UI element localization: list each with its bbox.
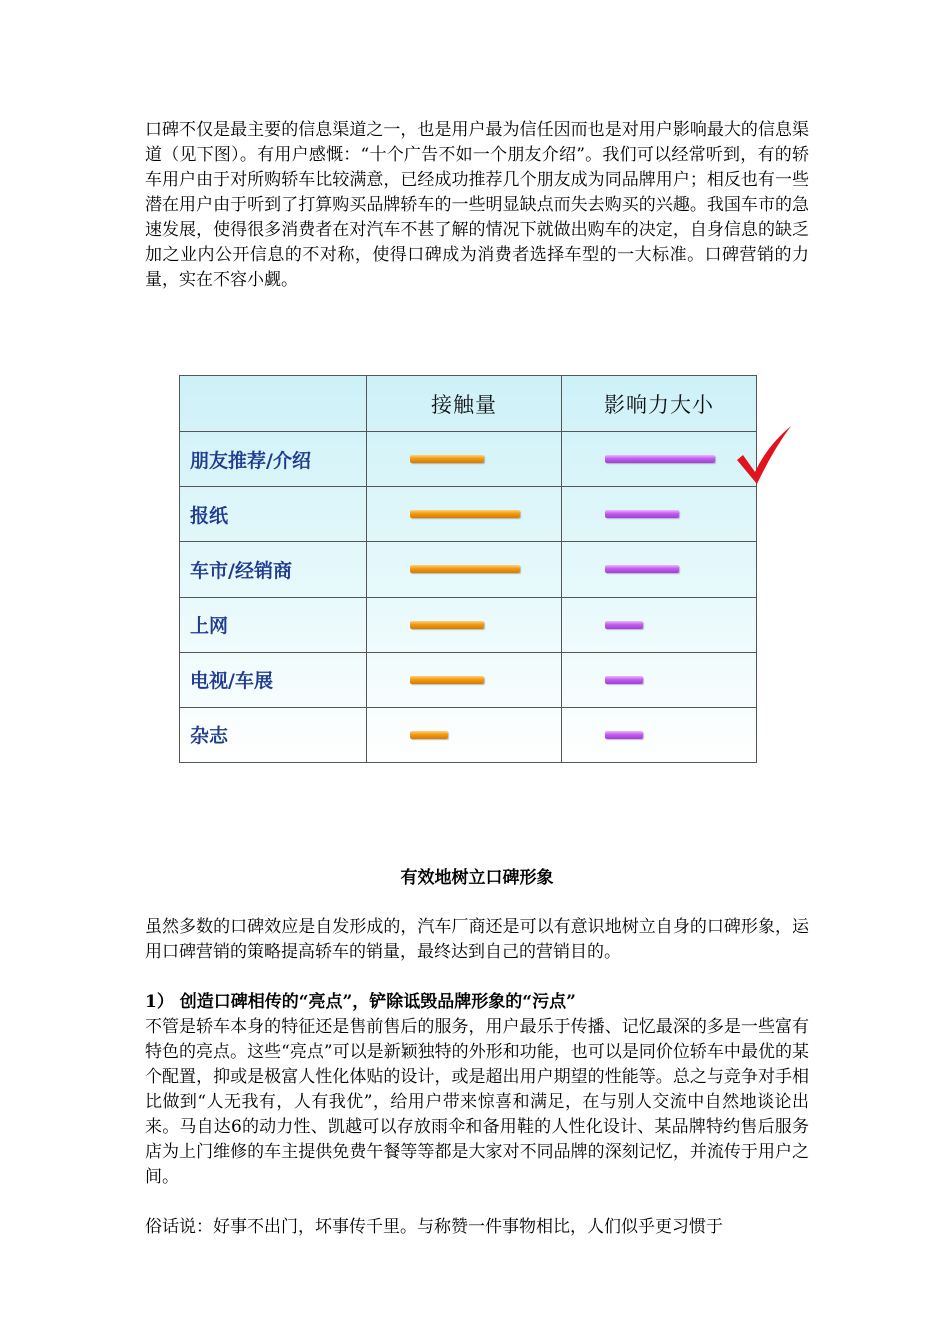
exposure-bar	[410, 621, 484, 629]
exposure-cell	[367, 652, 562, 707]
exposure-bar	[410, 510, 520, 518]
table-row	[180, 487, 757, 542]
check-mark-icon	[733, 424, 795, 488]
table-row	[180, 432, 757, 487]
header-exposure: 接触量	[367, 376, 562, 432]
exposure-bar	[410, 731, 448, 739]
influence-cell	[562, 542, 757, 597]
influence-bar	[605, 621, 643, 629]
exposure-bar	[410, 455, 484, 463]
influence-bar	[605, 731, 643, 739]
exposure-cell	[367, 707, 562, 762]
exposure-cell	[367, 432, 562, 487]
row-label: 朋友推荐/介绍	[180, 432, 367, 487]
point1-heading: 1） 创造口碑相传的“亮点”，铲除诋毁品牌形象的“污点”	[145, 992, 576, 1012]
influence-cell	[562, 707, 757, 762]
table-row	[180, 542, 757, 597]
influence-bar	[605, 510, 679, 518]
exposure-cell	[367, 542, 562, 597]
exposure-bar	[410, 676, 484, 684]
table-row	[180, 652, 757, 707]
media-table	[179, 375, 757, 763]
influence-cell	[562, 487, 757, 542]
exposure-bar	[410, 565, 520, 573]
row-label: 杂志	[180, 707, 367, 762]
influence-cell	[562, 432, 757, 487]
influence-cell	[562, 652, 757, 707]
point1-body: 不管是轿车本身的特征还是售前售后的服务，用户最乐于传播、记忆最深的多是一些富有特色的亮点。这些“亮点”可以是新颖独特的外形和功能，也可以是同价位轿车中最优的某个配置，抑或是极富人性化体贴的设计，或是超出用户期望的性能等。总之与竞争对手相比做到“人无我有，人有我优”，给用户带来惊喜和满足，在与别人交流中自然地谈论出来。马自达6的动力性、凯越可以存放雨伞和备用鞋的人性化设计、某品牌特约售后服务店为上门维修的车主提供免费午餐等等都是大家对不同品牌的深刻记忆，并流传于用户之间。	[145, 1017, 809, 1187]
exposure-cell	[367, 597, 562, 652]
influence-cell	[562, 597, 757, 652]
influence-bar	[605, 676, 643, 684]
section-intro: 虽然多数的口碑效应是自发形成的，汽车厂商还是可以有意识地树立自身的口碑形象，运用口碑营销的策略提高轿车的销量，最终达到自己的营销目的。	[145, 917, 809, 962]
intro-paragraph: 口碑不仅是最主要的信息渠道之一，也是用户最为信任因而也是对用户影响最大的信息渠道（见下图）。有用户感慨：“十个广告不如一个朋友介绍”。我们可以经常听到，有的轿车用户由于对所购轿车比较满意，已经成功推荐几个朋友成为同品牌用户；相反也有一些潜在用户由于听到了打算购买品牌轿车的一些明显缺点而失去购买的兴趣。我国车市的急速发展，使得很多消费者在对汽车不甚了解的情况下就做出购车的决定，自身信息的缺乏加之业内公开信息的不对称，使得口碑成为消费者选择车型的一大标准。口碑营销的力量，实在不容小觑。	[145, 120, 809, 290]
header-influence: 影响力大小	[562, 376, 757, 432]
proverb-paragraph: 俗话说：好事不出门，坏事传千里。与称赞一件事物相比，人们似乎更习惯于	[145, 1217, 723, 1237]
influence-bar	[605, 565, 679, 573]
row-label: 车市/经销商	[180, 542, 367, 597]
media-comparison-table	[179, 375, 759, 766]
exposure-cell	[367, 487, 562, 542]
header-empty-cell	[180, 376, 367, 432]
section-heading: 有效地树立口碑形象	[400, 868, 554, 888]
row-label: 电视/车展	[180, 652, 367, 707]
table-header-row	[180, 376, 757, 432]
row-label: 上网	[180, 597, 367, 652]
table-row	[180, 707, 757, 762]
row-label: 报纸	[180, 487, 367, 542]
table-row	[180, 597, 757, 652]
influence-bar	[605, 455, 715, 463]
